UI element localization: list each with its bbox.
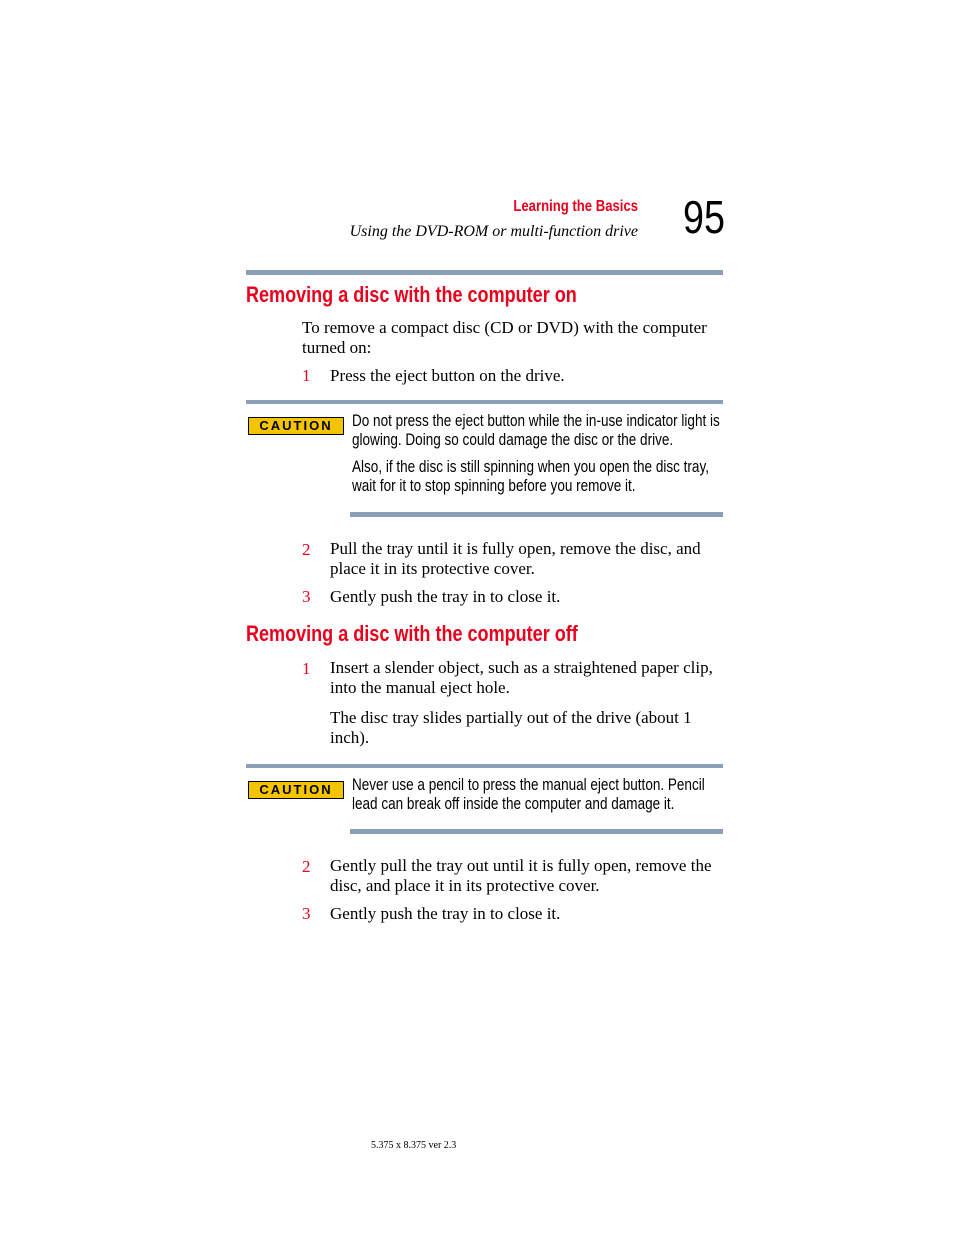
step-number: 1 [302,659,311,678]
caution-bottom-rule [350,512,723,517]
caution-message [352,776,792,813]
step-number: 1 [302,366,311,385]
caution-badge: CAUTION [248,417,344,435]
page-number: 95 [683,191,725,243]
caution-line: Never use a pencil to press the manual eject button. Pencil [352,776,705,794]
step-line: place it in its protective cover. [330,558,535,578]
step-line: Insert a slender object, such as a straightened paper clip, [330,658,713,677]
step-text [330,856,750,895]
step-line: into the manual eject hole. [330,677,510,697]
footer-note: 5.375 x 8.375 ver 2.3 [371,1140,457,1151]
caution-message [352,412,792,495]
section-divider [246,270,723,275]
caution-line: Do not press the eject button while the in-use indicator light is [352,412,720,430]
chapter-title: Learning the Basics [513,198,638,215]
section-heading: Removing a disc with the computer on [246,282,577,307]
section-subtitle: Using the DVD-ROM or multi-function drive [349,223,638,240]
caution-bottom-rule [350,829,723,834]
step-line: disc, and place it in its protective cover. [330,875,600,895]
step-text: Press the eject button on the drive. [330,366,565,385]
intro-paragraph [302,318,732,357]
caution-line: glowing. Doing so could damage the disc or the drive. [352,430,674,449]
caution-top-rule [246,764,723,768]
step-text [330,658,750,697]
caution-line: Also, if the disc is still spinning when you open the disc tray, [352,458,709,476]
intro-line: To remove a compact disc (CD or DVD) with the computer [302,318,707,337]
step-text [330,539,750,578]
caution-badge: CAUTION [248,781,344,799]
step-number: 3 [302,904,311,923]
caution-line: wait for it to stop spinning before you remove it. [352,476,636,495]
caution-line: lead can break off inside the computer and damage it. [352,794,675,813]
section-heading: Removing a disc with the computer off [246,621,578,646]
step-text: Gently push the tray in to close it. [330,587,561,606]
step-number: 2 [302,540,311,559]
step-line: Gently pull the tray out until it is fully open, remove the [330,856,712,875]
step-number: 3 [302,587,311,606]
step-text: Gently push the tray in to close it. [330,904,561,923]
step-number: 2 [302,857,311,876]
note-line: The disc tray slides partially out of the drive (about 1 [330,708,692,727]
intro-line: turned on: [302,337,372,357]
step-line: Pull the tray until it is fully open, remove the disc, and [330,539,701,558]
step-note [330,708,750,747]
note-line: inch). [330,727,370,747]
caution-top-rule [246,400,723,404]
